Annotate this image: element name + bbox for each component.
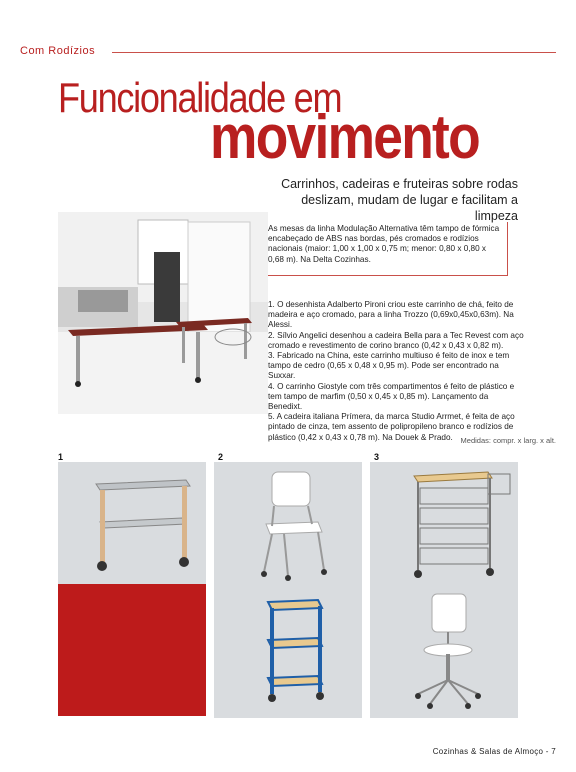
caption-1: 1. O desenhista Adalberto Pironi criou este carrinho de chá, feito de madeira e aço cromado, para a linha Trozzo (0,69x0,45x0,63m). Na Alessi. [268,300,514,330]
product-photo-1 [58,462,206,596]
tile-number-2: 2 [218,452,224,462]
intro-text: As mesas da linha Modulação Alternativa têm tampo de fórmica encabeçado de ABS nas bordas, pés cromados e rodízios nacionais (maior: 1,00 x 1,00 x 0,75 m; menor: 0,80 x 0,80 x 0,68 m). Na Delta Cozinhas. [268,224,500,264]
page-title-line1: Funcionalidade em [58,74,342,121]
product-photo-2 [214,462,362,596]
intro-box [268,222,508,276]
measures-note: Medidas: compr. x larg. x alt. [460,436,556,445]
tile-number-1: 1 [58,452,64,462]
hero-kitchen-photo [58,212,268,414]
subtitle: Carrinhos, cadeiras e fruteiras sobre rodas deslizam, mudam de lugar e facilitam a limpeza [281,177,518,223]
section-divider [112,52,556,53]
caption-3: 3. Fabricado na China, este carrinho multiuso é feito de inox e tem tampo de cedro (0,65 x 0,48 x 0,95 m). Pode ser encontrado na Suxxar. [268,351,510,381]
product-photo-4 [214,584,362,718]
page-footer: Cozinhas & Salas de Almoço - 7 [432,747,556,756]
captions-block [268,300,524,443]
caption-4: 4. O carrinho Giostyle com três compartimentos é feito de plástico e tem tampo de marfim (0,50 x 0,45 x 0,85 m). Lançamento da Benedixt. [268,381,515,412]
section-label: Com Rodízios [20,45,96,57]
product-photo-5 [370,584,518,718]
tile-number-3: 3 [374,452,380,462]
caption-5: 5. A cadeira italiana Prímera, da marca Studio Arrmet, é feita de aço pintado de cinza, tem assento de polipropileno branco e rodízios de plástico (0,42 x 0,43 x 0,78 m). Na Douek & Prado. [268,412,515,442]
decorative-red-block [58,584,206,716]
page-title-line2: movimento [210,103,479,172]
product-photo-3 [370,462,518,596]
caption-2: 2. Sílvio Angelici desenhou a cadeira Bella para a Tec Revest com aço cromado e revestimento de corino branco (0,42 x 0,43 x 0,82 m). [268,330,524,350]
